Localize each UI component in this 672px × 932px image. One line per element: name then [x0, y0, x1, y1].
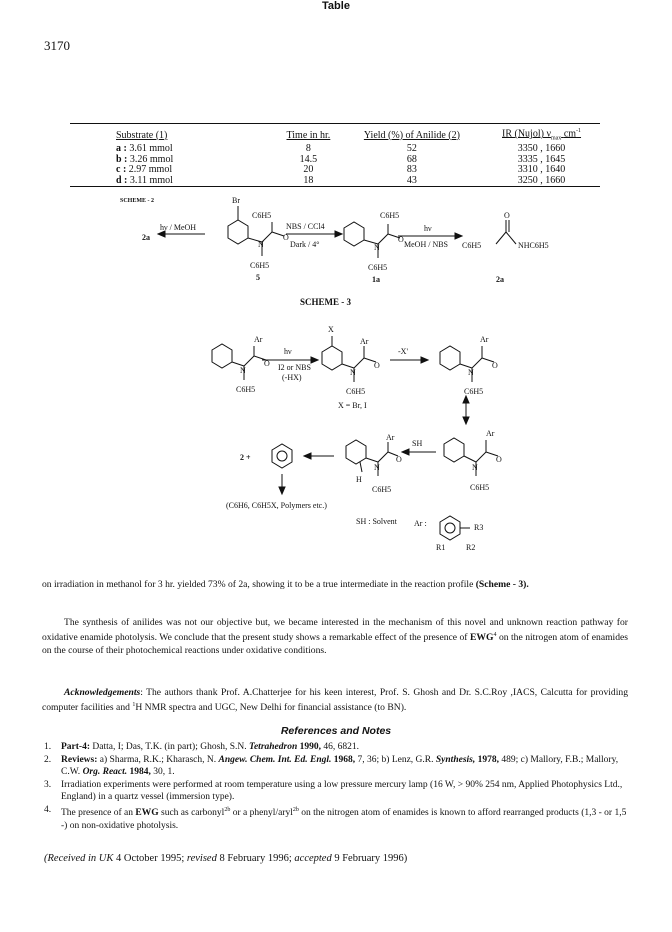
scheme3-ar-1: Ar	[254, 335, 263, 344]
scheme2-reagent-top: NBS / CCl4	[286, 222, 325, 231]
scheme3-i2-nbs: I2 or NBS	[278, 363, 311, 372]
reference-item	[44, 741, 628, 754]
scheme2-title: SCHEME - 2	[120, 198, 155, 204]
scheme2-o2: O	[398, 235, 404, 244]
reference-number: 3.	[44, 779, 52, 790]
scheme3-o-4: O	[496, 455, 502, 464]
cell-time: 14.5	[299, 153, 318, 165]
reference-text: Irradiation experiments were performed at room temperature using a low pressure mercury lamp (16 W, > 90% 254 nm, Applied Photophysics Ltd., England) in a quartz vessel (immersion type).	[61, 779, 623, 803]
acknowledgements-text: : The authors thank Prof. A.Chatterjee for his keen interest, Prof. S. Ghosh and Dr. S.C.Roy ,IACS, Calcutta for providing computer facilities and	[42, 687, 628, 714]
cell-ir: 3350 , 1660	[517, 143, 566, 155]
scheme2-reagent-bottom: Dark / 4°	[290, 240, 320, 249]
row-label: d :	[116, 174, 128, 186]
received-line	[44, 853, 407, 864]
row-amount: 3.26 mmol	[129, 153, 174, 165]
reference-number: 2.	[44, 754, 52, 765]
reference-item	[44, 779, 628, 804]
cell-time: 18	[303, 174, 314, 186]
header-substrate: Substrate (1)	[116, 129, 168, 141]
reference-text: on the nitrogen atom of enamides is known to afford rearranged products (1,3 - or 1,5 -) on non-oxidative photolysis.	[61, 808, 627, 831]
cell-yield: 43	[406, 174, 417, 186]
scheme2-label-5: 5	[256, 273, 260, 282]
scheme3-c6h5-5: C6H5	[372, 485, 392, 494]
scheme3-h: H	[356, 475, 362, 484]
scheme3-ar-3: Ar	[480, 335, 489, 344]
reference-text: Datta, I; Das, T.K. (in part); Ghosh, S.N.	[92, 742, 247, 752]
scheme3-x-eq: X = Br, I	[338, 401, 367, 410]
reference-year: 1984,	[129, 767, 151, 778]
scheme2-hv: hν	[424, 224, 432, 233]
reference-sup: 2b	[292, 806, 299, 813]
references-heading: References and Notes	[280, 725, 392, 737]
reference-journal: Synthesis,	[435, 754, 476, 765]
scheme3-o-3: O	[492, 361, 498, 370]
scheme3-minus-x: -X'	[398, 347, 408, 356]
scheme2-nhc6h5: NHC6H5	[518, 241, 549, 250]
reference-bold: Part-4:	[61, 742, 91, 752]
row-label: a :	[116, 143, 127, 155]
scheme2-c6h5-1a-top: C6H5	[380, 211, 400, 220]
scheme3-ar-4: Ar	[486, 429, 495, 438]
scheme2-n2: N	[374, 243, 380, 252]
acknowledgements-label: Acknowledgements	[64, 687, 141, 698]
scheme3-n-2: N	[350, 368, 356, 377]
scheme2-o3: O	[504, 211, 510, 220]
scheme3-ar-5: Ar	[386, 433, 395, 442]
header-yield: Yield (%) of Anilide (2)	[363, 129, 460, 141]
scheme3-sh-solvent: SH : Solvent	[356, 517, 397, 526]
paragraph-2-end: on the nitrogen atom of enamides on the course of their photochemical reactions under oxidative conditions.	[42, 632, 629, 657]
scheme3-hv: hν	[284, 347, 292, 356]
received-date: 4 October 1995;	[116, 853, 185, 864]
reference-text: 46, 6821.	[323, 742, 359, 752]
header-time: Time in hr.	[286, 129, 331, 141]
paragraph-1	[42, 578, 628, 591]
reference-text: 489; c) Mallory, F.B.; Mallory, C.W.	[61, 754, 619, 778]
reference-number: 1.	[44, 742, 52, 752]
row-amount: 3.11 mmol	[129, 174, 173, 186]
header-ir-sub: max	[550, 135, 562, 142]
scheme3-c6h5-3: C6H5	[464, 387, 484, 396]
header-ir-label: IR (Nujol) ν	[502, 128, 551, 140]
reference-text: or a phenyl/aryl	[232, 808, 293, 819]
cell-ir: 3335 , 1645	[517, 153, 566, 165]
scheme3-ar-colon: Ar :	[414, 519, 427, 528]
table-title: Table	[322, 0, 350, 12]
references-list	[44, 741, 628, 832]
reference-text: 7, 36; b) Lenz, G.R.	[357, 754, 434, 765]
reference-journal: Org. React.	[82, 767, 128, 778]
reference-text: 30, 1.	[153, 767, 175, 778]
scheme2-label-2a: 2a	[496, 275, 504, 284]
paragraph-2-ewg: EWG	[470, 632, 494, 644]
scheme2-c6h5-1: C6H5	[252, 211, 272, 220]
paragraph-2-text: The synthesis of anilides was not our objective but, we became interested in the mechanism of this novel and unknown reaction pathway for oxidative enamide photolysis. We conclude that the present study shows a remarkable effect of the presence of	[42, 617, 628, 644]
reference-year: 1968,	[333, 754, 356, 765]
reference-bold: EWG	[135, 808, 159, 819]
scheme2-br: Br	[232, 196, 240, 205]
scheme2-meoh-nbs: MeOH / NBS	[404, 240, 449, 249]
scheme3-byproducts: (C6H6, C6H5X, Polymers etc.)	[226, 501, 327, 510]
scheme3-sh: SH	[412, 439, 423, 448]
row-label: c :	[116, 164, 127, 176]
scheme3-n-4: N	[472, 463, 478, 472]
scheme3-n-1: N	[240, 366, 246, 375]
accepted-label: accepted	[294, 853, 332, 864]
scheme2-c6h5-left: C6H5	[462, 241, 482, 250]
received-label: (Received in UK	[44, 853, 114, 864]
paragraph-1-bold: (Scheme - 3).	[475, 579, 529, 590]
accepted-date: 9 February 1996)	[334, 853, 408, 864]
scheme2-c6h5-5: C6H5	[250, 261, 270, 270]
scheme3-two-plus: 2 +	[240, 453, 251, 462]
cell-ir: 3310 , 1640	[517, 164, 566, 176]
scheme3-c6h5-1: C6H5	[236, 385, 256, 394]
scheme3-n-5: N	[374, 463, 380, 472]
reference-journal: Angew. Chem. Int. Ed. Engl.	[218, 754, 332, 765]
scheme3-o-1: O	[264, 359, 270, 368]
cell-yield: 83	[406, 164, 417, 176]
reference-sup: 2b	[224, 806, 231, 813]
scheme3-ar-2: Ar	[360, 337, 369, 346]
scheme3-r2: R2	[466, 543, 476, 552]
reference-year: 1990,	[299, 742, 321, 752]
reference-journal: Tetrahedron	[249, 742, 298, 752]
scheme3-r1: R1	[436, 543, 446, 552]
reference-item	[44, 804, 628, 832]
row-label: b :	[116, 153, 128, 165]
scheme3-c6h5-4: C6H5	[470, 483, 490, 492]
acknowledgements-end: H NMR spectra and UGC, New Delhi for financial assistance (to BN).	[135, 702, 407, 714]
acknowledgements-sup: 1	[132, 702, 136, 708]
cell-yield: 52	[406, 143, 417, 155]
page-number: 3170	[44, 38, 70, 53]
reference-item	[44, 754, 628, 779]
scheme2-label-1a: 1a	[372, 275, 380, 284]
paragraph-1-text: on irradiation in methanol for 3 hr. yielded 73% of 2a, showing it to be a true intermediate in the reaction profile	[42, 579, 474, 590]
scheme3-n-3: N	[468, 368, 474, 377]
scheme3-x: X	[328, 325, 334, 334]
reference-number: 4.	[44, 804, 52, 815]
row-amount: 3.61 mmol	[129, 143, 173, 155]
reference-text: a) Sharma, R.K.; Kharasch, N.	[99, 754, 217, 765]
cell-time: 20	[303, 164, 314, 176]
scheme2-c6h5-1a-bottom: C6H5	[368, 263, 388, 272]
paragraph-2	[42, 616, 628, 657]
acknowledgements	[42, 686, 628, 714]
revised-date: 8 February 1996;	[219, 853, 292, 864]
scheme3-o-2: O	[374, 361, 380, 370]
scheme3-hx: (-HX)	[282, 373, 302, 382]
cell-yield: 68	[406, 153, 417, 165]
header-ir-unit: cm	[563, 128, 577, 140]
revised-label: revised	[186, 853, 217, 864]
row-amount: 2.97 mmol	[128, 164, 173, 176]
scheme2-2a-left: 2a	[142, 233, 150, 242]
reference-text: The presence of an	[61, 808, 134, 819]
reference-year: 1978,	[477, 754, 499, 765]
header-ir-sup: -1	[576, 128, 582, 134]
scheme3-c6h5-2: C6H5	[346, 387, 366, 396]
reference-text: such as carbonyl	[161, 808, 225, 819]
paragraph-2-sup: 4	[493, 632, 497, 638]
cell-ir: 3250 , 1660	[517, 174, 566, 186]
scheme3-r3: R3	[474, 523, 484, 532]
scheme3-title: SCHEME - 3	[300, 297, 352, 307]
scheme3-o-5: O	[396, 455, 402, 464]
reference-bold: Reviews:	[61, 754, 98, 765]
scheme2-n1: N	[258, 240, 264, 249]
scheme2-arrow-left: hν / MeOH	[160, 223, 197, 232]
cell-time: 8	[305, 143, 311, 155]
scheme2-o1: O	[283, 233, 289, 242]
